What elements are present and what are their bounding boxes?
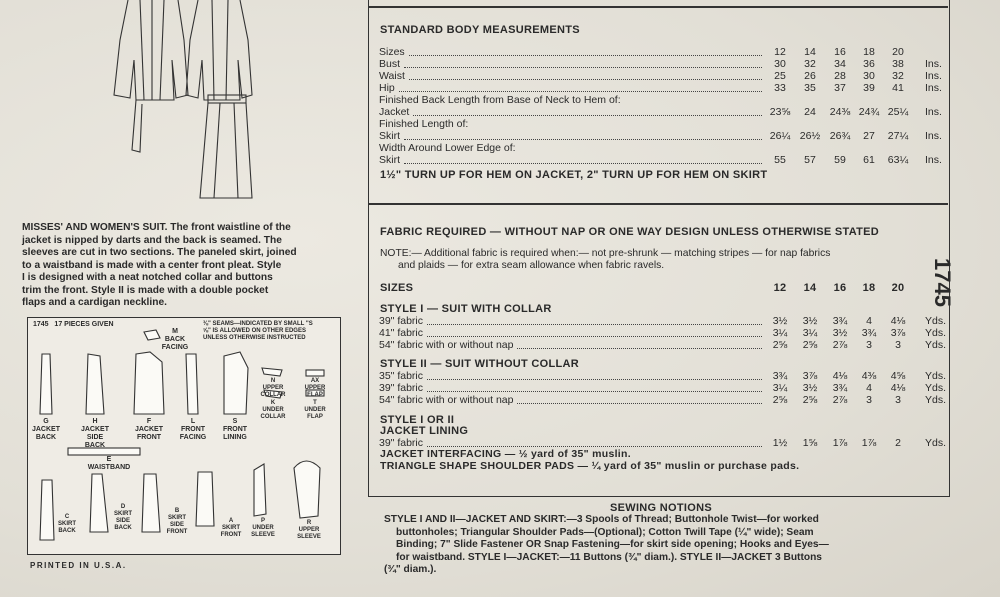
- measurement-row: [379, 106, 944, 118]
- leader-dots: [399, 79, 762, 92]
- seam-note: ⅝" IS ALLOWED ON OTHER EDGES: [203, 328, 306, 334]
- fabric-yardage: 3¼: [772, 327, 788, 339]
- piece-t-label: T UNDER FLAP: [304, 400, 326, 420]
- measurement-value: 26: [804, 70, 816, 82]
- piece-g-label: G JACKET BACK: [31, 418, 60, 441]
- lining-heading: STYLE I OR II: [380, 414, 455, 426]
- measurement-value: 14: [804, 46, 816, 58]
- fabric-yardage: 3¼: [772, 382, 788, 394]
- piece-ax-shape: [306, 370, 324, 376]
- fabric-row-label: 39" fabric: [379, 382, 423, 394]
- piece-l-label: L FRONT FACING: [179, 418, 207, 441]
- measurement-unit: Ins.: [925, 70, 942, 82]
- notions-line: Binding; 7" Slide Fastener OR Snap Fastening—for skirt side opening; Hooks and Eyes—: [396, 539, 829, 550]
- printed-in-footer: PRINTED IN U.S.A.: [30, 561, 127, 570]
- fabric-yardage: 4⅝: [890, 370, 906, 382]
- pattern-number: 1745: [930, 258, 955, 307]
- notions-line: (¾" diam.).: [384, 564, 437, 575]
- fabric-unit: Yds.: [925, 370, 947, 382]
- fabric-yardage: 2⅝: [772, 394, 788, 406]
- measurement-unit: Ins.: [925, 58, 942, 70]
- piece-g-shape: [40, 354, 52, 414]
- measurement-value: 26¾: [829, 130, 851, 142]
- measurement-value: 32: [892, 70, 904, 82]
- fabric-unit: Yds.: [925, 382, 947, 394]
- fabric-yardage: 4⅛: [890, 315, 906, 327]
- fabric-size-header: 18: [862, 282, 876, 294]
- fabric-yardage: 3: [895, 394, 901, 406]
- description-line: to a waistband is made with a center front pleat. Style: [22, 259, 282, 271]
- measurement-value: 35: [804, 82, 816, 94]
- measurement-value: 55: [774, 154, 786, 166]
- measurement-value: 39: [863, 82, 875, 94]
- leader-dots: [404, 127, 762, 140]
- measurement-label: Width Around Lower Edge of:: [379, 142, 516, 154]
- measurement-value: 30: [774, 58, 786, 70]
- measurement-value: 24¾: [858, 106, 880, 118]
- fabric-note: NOTE:— Additional fabric is required when:— not pre-shrunk — matching stripes — for nap fabrics: [380, 248, 831, 259]
- fabric-yardage: 2⅝: [802, 339, 818, 351]
- fabric-row-label: 54" fabric with or without nap: [379, 339, 514, 351]
- fabric-yardage: 3⅞: [802, 370, 818, 382]
- suit-description: [22, 222, 347, 310]
- measurement-value: 37: [834, 82, 846, 94]
- hem-note: 1½" TURN UP FOR HEM ON JACKET, 2" TURN UP FOR HEM ON SKIRT: [380, 169, 768, 181]
- fabric-row: [379, 394, 947, 406]
- seam-note: UNLESS OTHERWISE INSTRUCTED: [203, 335, 306, 341]
- fabric-row-label: 41" fabric: [379, 327, 423, 339]
- piece-m-label: M BACK FACING: [161, 328, 189, 351]
- description-line: MISSES' AND WOMEN'S SUIT. The front waistline of the: [22, 222, 291, 233]
- leader-dots: [517, 336, 762, 349]
- measurement-unit: Ins.: [925, 82, 942, 94]
- measurement-label: Bust: [379, 58, 401, 70]
- fabric-size-header: 16: [833, 282, 847, 294]
- piece-a-label: A SKIRT FRONT: [220, 518, 242, 538]
- fabric-unit: Yds.: [925, 394, 947, 406]
- fabric-yardage: 1⅞: [861, 437, 877, 449]
- measurement-value: 59: [834, 154, 846, 166]
- measurement-value: 16: [834, 46, 846, 58]
- piece-c-label: C SKIRT BACK: [58, 514, 76, 534]
- measurement-value: 27: [863, 130, 875, 142]
- fabric-row: [379, 339, 947, 351]
- measurement-label: Skirt: [379, 154, 400, 166]
- fabric-row-label: 35" fabric: [379, 370, 423, 382]
- fabric-yardage: 3: [866, 339, 872, 351]
- measurement-value: 24: [804, 106, 816, 118]
- style2-heading: STYLE II — SUIT WITHOUT COLLAR: [380, 358, 580, 370]
- measurement-value: 63¼: [887, 154, 909, 166]
- garment-sketches: [100, 0, 270, 200]
- piece-p-label: P UNDER SLEEVE: [251, 518, 275, 538]
- measurement-value: 26¼: [769, 130, 791, 142]
- fabric-yardage: 4: [866, 315, 872, 327]
- fabric-yardage: 2⅝: [772, 339, 788, 351]
- lining-heading-2: JACKET LINING: [380, 425, 469, 437]
- shoulder-pads-note: TRIANGLE SHAPE SHOULDER PADS — ¼ yard of 35" muslin or purchase pads.: [380, 460, 800, 472]
- fabric-yardage: 3¼: [802, 327, 818, 339]
- fabric-yardage: 3: [895, 339, 901, 351]
- piece-f-label: F JACKET FRONT: [134, 418, 163, 441]
- description-line: flaps and a cardigan neckline.: [22, 297, 167, 308]
- fabric-yardage: 1⅝: [802, 437, 818, 449]
- notions-heading: SEWING NOTIONS: [610, 502, 712, 514]
- fabric-row-label: 39" fabric: [379, 315, 423, 327]
- fabric-size-header: 20: [891, 282, 905, 294]
- fabric-size-header: 12: [773, 282, 787, 294]
- measurement-unit: Ins.: [925, 106, 942, 118]
- seam-note: ⅜" SEAMS—INDICATED BY SMALL "S: [203, 321, 313, 327]
- piece-m-shape: [144, 330, 160, 340]
- measurement-value: 33: [774, 82, 786, 94]
- piece-h-label: H JACKET SIDE BACK: [80, 418, 109, 449]
- measurement-value: 20: [892, 46, 904, 58]
- measurement-value: 18: [863, 46, 875, 58]
- divider: [368, 203, 948, 205]
- piece-r-shape: [294, 461, 320, 518]
- description-line: sleeves are cut in two sections. The paneled skirt, joined: [22, 247, 297, 258]
- leader-dots: [427, 434, 762, 447]
- fabric-yardage: 3½: [802, 315, 818, 327]
- piece-s-label: S FRONT LINING: [222, 418, 248, 441]
- fabric-heading: FABRIC REQUIRED — WITHOUT NAP OR ONE WAY DESIGN UNLESS OTHERWISE STATED: [380, 226, 880, 238]
- measurement-unit: Ins.: [925, 154, 942, 166]
- piece-b-shape: [142, 474, 160, 532]
- piece-e-label: E WAISTBAND: [87, 456, 131, 471]
- measurement-label: Hip: [379, 82, 395, 94]
- piece-p-shape: [254, 464, 266, 516]
- leader-dots: [404, 151, 762, 164]
- measurement-unit: Ins.: [925, 130, 942, 142]
- fabric-unit: Yds.: [925, 339, 947, 351]
- measurement-value: 30: [863, 70, 875, 82]
- piece-a-shape: [196, 472, 214, 526]
- fabric-yardage: 2⅝: [802, 394, 818, 406]
- fabric-note-2: and plaids — for extra seam allowance when fabric ravels.: [398, 260, 665, 271]
- piece-l-shape: [186, 354, 198, 414]
- measurement-label: Jacket: [379, 106, 410, 118]
- notions-line: buttonholes; Triangular Shoulder Pads—(Optional); Cotton Twill Tape (¼" wide); Seam: [396, 526, 814, 538]
- measurement-label: Waist: [379, 70, 405, 82]
- style1-heading: STYLE I — SUIT WITH COLLAR: [380, 303, 552, 315]
- measurement-value: 25: [774, 70, 786, 82]
- layout-number: 1745: [33, 321, 49, 328]
- fabric-yardage: 2: [895, 437, 901, 449]
- measurement-label: Finished Back Length from Base of Neck to Hem of:: [379, 94, 621, 106]
- fabric-yardage: 4⅜: [861, 370, 877, 382]
- measurement-value: 26½: [799, 130, 821, 142]
- leader-dots: [413, 103, 762, 116]
- piece-k-label: K UNDER COLLAR: [260, 400, 286, 420]
- measurement-label: Finished Length of:: [379, 118, 469, 130]
- fabric-yardage: 2⅞: [832, 339, 848, 351]
- fabric-size-header: 14: [803, 282, 817, 294]
- piece-d-label: D SKIRT SIDE BACK: [114, 504, 132, 531]
- measurement-row: [379, 130, 944, 142]
- fabric-yardage: 3⅞: [890, 327, 906, 339]
- fabric-yardage: 3½: [802, 382, 818, 394]
- fabric-yardage: 4⅛: [890, 382, 906, 394]
- fabric-unit: Yds.: [925, 437, 947, 449]
- piece-ax-label: AX UPPER FLAP: [304, 378, 326, 398]
- fabric-yardage: 4⅛: [832, 370, 848, 382]
- measurement-value: 41: [892, 82, 904, 94]
- measurement-value: 34: [834, 58, 846, 70]
- fabric-row-label: 39" fabric: [379, 437, 423, 449]
- leader-dots: [517, 391, 762, 404]
- piece-s-shape: [224, 352, 248, 414]
- measurement-value: 57: [804, 154, 816, 166]
- fabric-sizes-label: SIZES: [380, 282, 414, 294]
- measurement-row: [379, 154, 944, 166]
- pieces-given: 17 PIECES GIVEN: [54, 321, 114, 328]
- measurements-heading: STANDARD BODY MEASUREMENTS: [380, 24, 580, 36]
- fabric-yardage: 1⅞: [832, 437, 848, 449]
- measurement-value: 28: [834, 70, 846, 82]
- measurement-value: 24⅜: [829, 106, 851, 118]
- measurement-value: 12: [774, 46, 786, 58]
- fabric-yardage: 3¾: [832, 382, 848, 394]
- fabric-yardage: 3¾: [861, 327, 877, 339]
- measurement-value: 36: [863, 58, 875, 70]
- measurement-label: Skirt: [379, 130, 400, 142]
- fabric-yardage: 3: [866, 394, 872, 406]
- fabric-unit: Yds.: [925, 315, 947, 327]
- piece-h-shape: [86, 354, 104, 414]
- piece-f-shape: [134, 352, 164, 414]
- fabric-yardage: 3¾: [832, 315, 848, 327]
- notions-line: STYLE I AND II—JACKET AND SKIRT:—3 Spools of Thread; Buttonhole Twist—for worked: [384, 514, 819, 525]
- measurement-value: 32: [804, 58, 816, 70]
- measurement-value: 61: [863, 154, 875, 166]
- description-line: I is designed with a neat notched collar and buttons: [22, 272, 273, 283]
- fabric-yardage: 2⅞: [832, 394, 848, 406]
- piece-r-label: R UPPER SLEEVE: [297, 520, 321, 540]
- fabric-yardage: 1½: [772, 437, 788, 449]
- measurement-value: 25¼: [887, 106, 909, 118]
- measurement-value: 27¼: [887, 130, 909, 142]
- notions-text: [384, 514, 944, 577]
- fabric-unit: Yds.: [925, 327, 947, 339]
- measurement-value: 23⅝: [769, 106, 791, 118]
- piece-n-label: N UPPER COLLAR: [260, 378, 286, 398]
- description-line: jacket is nipped by darts and the back is seamed. The: [22, 234, 282, 246]
- measurement-value: 38: [892, 58, 904, 70]
- interfacing-note: JACKET INTERFACING — ½ yard of 35" muslin.: [380, 448, 631, 460]
- measurement-row: [379, 82, 944, 94]
- piece-b-label: B SKIRT SIDE FRONT: [166, 508, 188, 535]
- fabric-yardage: 4: [866, 382, 872, 394]
- fabric-yardage: 3¾: [772, 370, 788, 382]
- piece-n-shape: [262, 368, 282, 376]
- description-line: trim the front. Style II is made with a double pocket: [22, 284, 269, 296]
- piece-d-shape: [90, 474, 108, 532]
- fabric-yardage: 3½: [832, 327, 848, 339]
- notions-line: for waistband. STYLE I—JACKET:—11 Buttons (¾" diam.). STYLE II—JACKET 3 Buttons: [396, 551, 822, 563]
- measurement-label: Sizes: [379, 46, 405, 58]
- divider: [368, 6, 948, 8]
- fabric-yardage: 3½: [772, 315, 788, 327]
- fabric-row-label: 54" fabric with or without nap: [379, 394, 514, 406]
- pattern-pieces-box: [27, 317, 341, 555]
